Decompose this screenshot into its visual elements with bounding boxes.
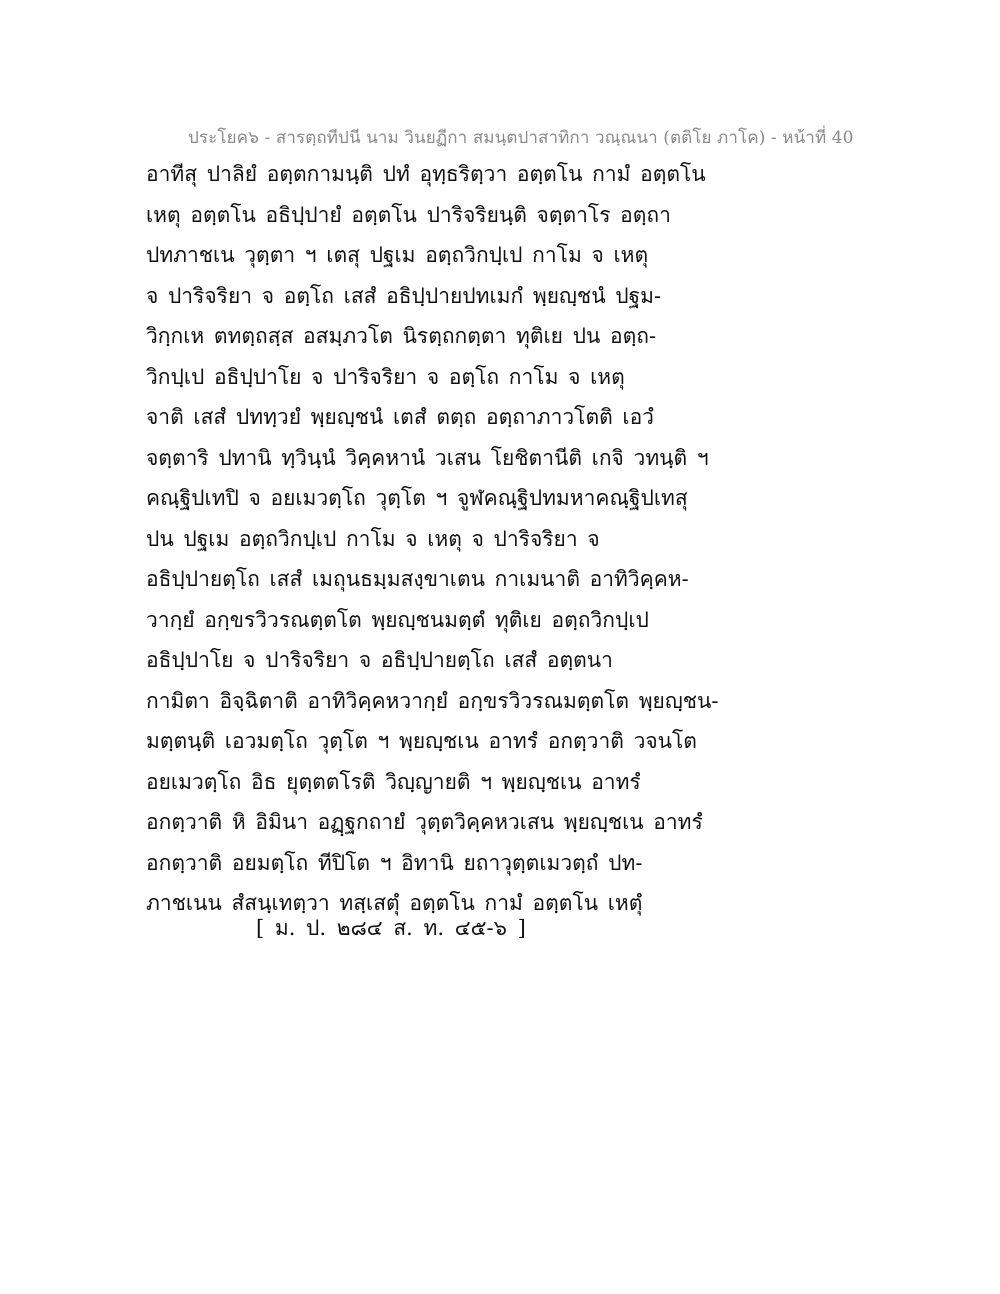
text-line: วากฺยํ อกฺขรวิวรณตฺตโต พฺยญฺชนมตฺตํ ทุติเย อตฺถวิกปฺเป [146,607,649,632]
text-line: ปน ปฐเม อตฺถวิกปฺเป กาโม จ เหตุ จ ปาริจริยา จ [146,526,600,551]
text-line: คณฺฐิปเทปิ จ อยเมวตฺโถ วุตฺโต ฯ จูฬคณฺฐิปทมหาคณฺฐิปเทสุ [146,486,688,510]
source-reference: [ ม. ป. ๒๘๔ ส. ท. ๔๕-๖ ] [256,916,526,940]
text-line: จาติ เสสํ ปททฺวยํ พฺยญฺชนํ เตสํ ตตฺถ อตฺถาภาวโตติ เอวํ [146,405,654,429]
text-line: อกตฺวาติ อยมตฺโถ ทีปิโต ฯ อิทานิ ยถาวุตฺตเมวตฺถํ ปท- [146,850,643,875]
text-line: วิกปฺเป อธิปฺปาโย จ ปาริจริยา จ อตฺโถ กาโม จ เหตุ [146,364,625,389]
text-line: เหตุ อตฺตโน อธิปฺปายํ อตฺตโน ปาริจริยนฺติ จตฺตาโร อตฺถา [146,202,671,227]
text-line: จตฺตาริ ปทานิ ทฺวินฺนํ วิคฺคหานํ วเสน โยชิตานีติ เกจิ วทนฺติ ฯ [146,445,709,470]
text-line: ภาชเนน สํสนฺเทตฺวา ทสฺเสตุํ อตฺตโน กามํ อตฺตโน เหตุํ [146,891,643,915]
text-line: อาทีสุ ปาลิยํ อตฺตกามนฺติ ปทํ อุทฺธริตฺวา อตฺตโน กามํ อตฺตโน [146,162,706,186]
text-line: อธิปฺปายตฺโถ เสสํ เมถุนธมฺมสงฺขาเตน กาเมนาติ อาทิวิคฺคห- [146,567,689,591]
text-line: มตฺตนฺติ เอวมตฺโถ วุตฺโต ฯ พฺยญฺชเน อาทรํ อกตฺวาติ วจนโต [146,729,697,753]
text-line: กามิตา อิจฺฉิตาติ อาทิวิคฺคหวากฺยํ อกฺขรวิวรณมตฺตโต พฺยญฺชน- [146,688,719,713]
body-text [146,158,726,928]
running-header: ประโยค๖ - สารตฺถทีปนี นาม วินยฏีกา สมนฺตปาสาทิกา วณฺณนา (ตติโย ภาโค) - หน้าที่ 40 [188,128,854,148]
text-line: วิกฺกเห ตทตฺถสฺส อสมฺภวโต นิรตฺถกตฺตา ทุติเย ปน อตฺถ- [146,324,657,348]
text-line: อธิปฺปาโย จ ปาริจริยา จ อธิปฺปายตฺโถ เสสํ อตฺตนา [146,648,613,672]
text-line: ปทภาชเน วุตฺตา ฯ เตสุ ปฐเม อตฺถวิกปฺเป กาโม จ เหตุ [146,243,649,267]
text-line: อกตฺวาติ หิ อิมินา อฏฺฐกถายํ วุตฺตวิคฺคหวเสน พฺยญฺชเน อาทรํ [146,810,703,834]
text-line: อยเมวตฺโถ อิธ ยุตฺตตโรติ วิญฺญายติ ฯ พฺยญฺชเน อาทรํ [146,769,641,794]
text-line: จ ปาริจริยา จ อตฺโถ เสสํ อธิปฺปายปทเมกํ พฺยญฺชนํ ปฐม- [146,283,662,308]
